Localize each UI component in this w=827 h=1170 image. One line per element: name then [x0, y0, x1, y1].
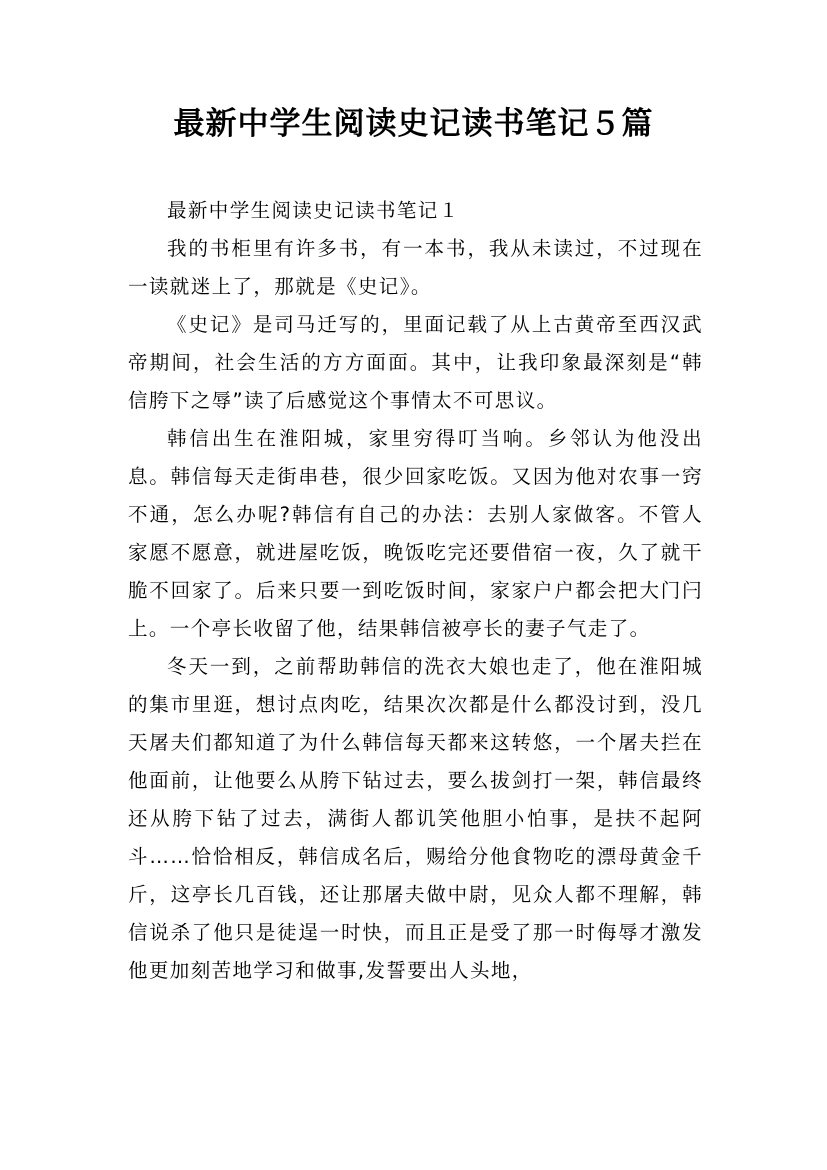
paragraph-shiji: 《史记》是司马迁写的，里面记载了从上古黄帝至西汉武帝期间，社会生活的方方面面。其中，让我印象最深刻是“韩信胯下之辱”读了后感觉这个事情太不可思议。 — [128, 313, 703, 412]
paragraph-hanxin-youth: 韩信出生在淮阳城，家里穷得叮当响。乡邻认为他没出息。韩信每天走街串巷，很少回家吃饭。又因为他对农事一窍不通，怎么办呢?韩信有自己的办法：去别人家做客。不管人家愿不愿意，就进屋吃饭，晚饭吃完还要借宿一夜，久了就干脆不回家了。后来只要一到吃饭时间，家家户户都会把大门闩上。一个亭长收留了他，结果韩信被亭长的妻子气走了。 — [128, 427, 703, 640]
document-title: 最新中学生阅读史记读书笔记５篇 — [173, 106, 654, 142]
paragraph-intro: 我的书柜里有许多书，有一本书，我从未读过，不过现在一读就迷上了，那就是《史记》。 — [128, 237, 703, 298]
section-heading: 最新中学生阅读史记读书笔记１ — [167, 199, 460, 222]
document-body — [128, 192, 703, 990]
paragraph-humiliation: 冬天一到，之前帮助韩信的洗衣大娘也走了，他在淮阳城的集市里逛，想讨点肉吃，结果次次都是什么都没讨到，没几天屠夫们都知道了为什么韩信每天都来这转悠，一个屠夫拦在他面前，让他要么从胯下钻过去，要么拔剑打一架，韩信最终还从胯下钻了过去，满街人都讥笑他胆小怕事，是扶不起阿斗……恰恰相反，韩信成名后，赐给分他食物吃的漂母黄金千斤，这亭长几百钱，还让那屠夫做中尉，见众人都不理解，韩信说杀了他只是徒逞一时快，而且正是受了那一时侮辱才激发他更加刻苦地学习和做事,发誓要出人头地， — [128, 655, 703, 982]
